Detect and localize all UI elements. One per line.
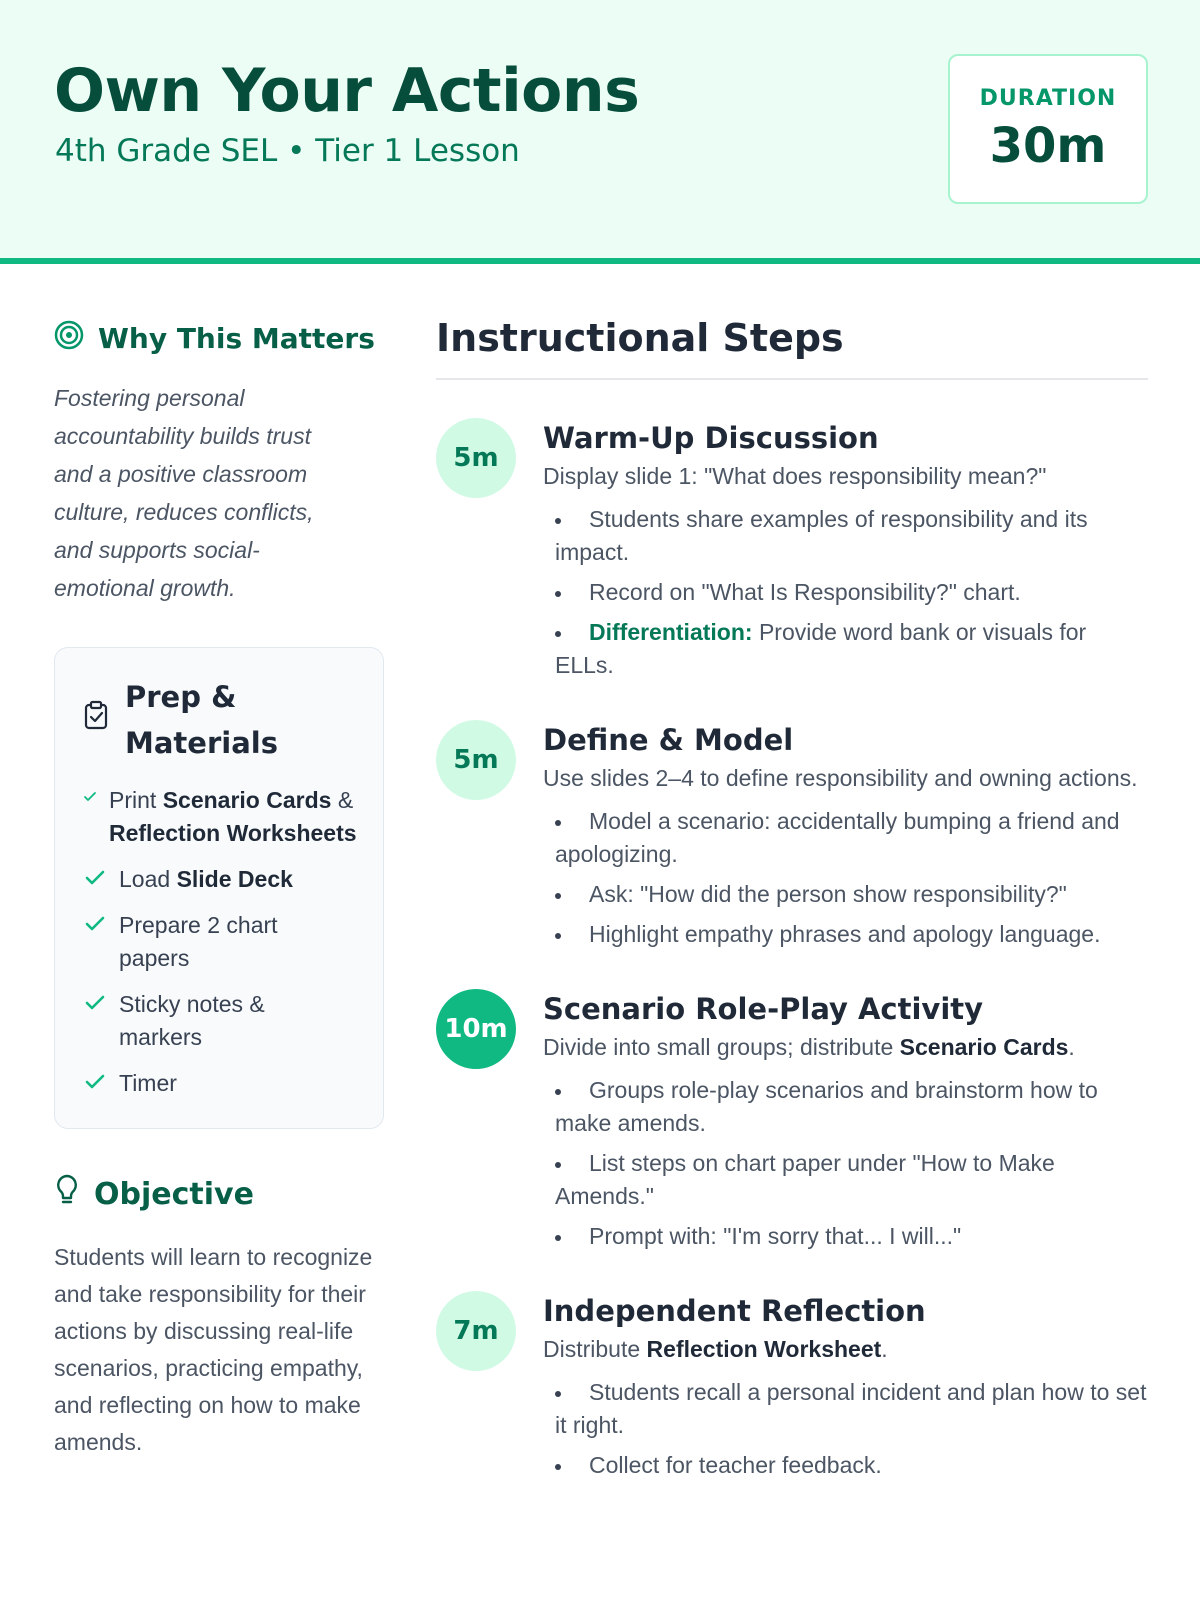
check-icon	[83, 1070, 107, 1094]
differentiation-label: Differentiation:	[589, 619, 753, 645]
check-icon	[83, 991, 107, 1015]
list-item: Ask: "How did the person show responsibility?"	[543, 878, 1148, 911]
list-item	[83, 909, 361, 975]
list-item	[83, 863, 361, 896]
step-bullets	[543, 503, 1148, 682]
objective-text: Students will learn to recognize and take responsibility for their actions by discussing real-life scenarios, practicing empathy, and reflecting on how to make amends.	[54, 1244, 373, 1455]
item-text: Timer	[119, 1070, 177, 1096]
step-4	[436, 1291, 1148, 1482]
item-text: Load	[119, 866, 177, 892]
prep-card	[54, 647, 384, 1129]
page-title: Own Your Actions	[54, 56, 640, 126]
steps-section	[436, 316, 1148, 1489]
target-icon	[54, 320, 84, 357]
desc-text: .	[881, 1336, 888, 1362]
list-item: Highlight empathy phrases and apology language.	[543, 918, 1148, 951]
step-title: Warm-Up Discussion	[543, 421, 879, 455]
duration-value: 30m	[989, 118, 1107, 174]
item-text: &	[331, 787, 354, 813]
list-item: Prompt with: "I'm sorry that... I will..."	[543, 1220, 1148, 1253]
desc-text: .	[1068, 1034, 1075, 1060]
step-description: Display slide 1: "What does responsibility mean?"	[543, 463, 1047, 489]
objective-heading-text: Objective	[94, 1176, 254, 1212]
step-time-badge: 10m	[436, 989, 516, 1069]
steps-heading: Instructional Steps	[436, 316, 1148, 380]
item-text: Sticky notes & markers	[119, 991, 265, 1050]
step-time-badge: 5m	[436, 720, 516, 800]
clipboard-check-icon	[83, 697, 109, 743]
materials-list	[83, 784, 361, 1100]
list-item: Model a scenario: accidentally bumping a friend and apologizing.	[543, 805, 1148, 871]
step-2	[436, 720, 1148, 951]
duration-card	[948, 54, 1148, 204]
step-bullets	[543, 1074, 1148, 1253]
step-bullets	[543, 1376, 1148, 1482]
step-title: Independent Reflection	[543, 1294, 926, 1328]
step-title: Define & Model	[543, 723, 794, 757]
step-time-badge: 5m	[436, 418, 516, 498]
list-item	[83, 784, 361, 850]
list-item	[543, 616, 1148, 682]
desc-text: Divide into small groups; distribute	[543, 1034, 900, 1060]
step-time-badge: 7m	[436, 1291, 516, 1371]
list-item: Record on "What Is Responsibility?" chart.	[543, 576, 1148, 609]
step-3	[436, 989, 1148, 1253]
step-description: Use slides 2–4 to define responsibility and owning actions.	[543, 765, 1138, 791]
why-heading	[54, 320, 384, 357]
desc-bold: Reflection Worksheet	[646, 1336, 882, 1362]
list-item: Students share examples of responsibility and its impact.	[543, 503, 1148, 569]
step-bullets	[543, 805, 1148, 951]
step-description	[543, 1031, 1148, 1064]
list-item	[83, 1067, 361, 1100]
lesson-header	[0, 0, 1200, 264]
list-item: Students recall a personal incident and plan how to set it right.	[543, 1376, 1148, 1442]
list-item: Collect for teacher feedback.	[543, 1449, 1148, 1482]
step-description	[543, 1333, 1148, 1366]
why-heading-text: Why This Matters	[98, 322, 375, 355]
differentiation-text: Provide word bank or visuals for ELLs.	[555, 619, 1087, 678]
check-icon	[83, 912, 107, 936]
duration-label: DURATION	[979, 86, 1117, 111]
list-item: Groups role-play scenarios and brainstorm how to make amends.	[543, 1074, 1148, 1140]
item-text: Prepare 2 chart papers	[119, 912, 278, 971]
page-subtitle: 4th Grade SEL • Tier 1 Lesson	[55, 133, 520, 169]
lightbulb-icon	[54, 1173, 80, 1215]
check-icon	[83, 866, 107, 890]
item-bold: Reflection Worksheets	[109, 820, 357, 846]
sidebar	[54, 320, 384, 1461]
item-text: Print	[109, 787, 163, 813]
why-text: Fostering personal accountability builds trust and a positive classroom culture, reduces conflicts, and supports social-emotional growth.	[54, 385, 314, 601]
list-item	[83, 988, 361, 1054]
prep-heading	[83, 674, 361, 766]
item-bold: Slide Deck	[176, 866, 293, 892]
objective-heading	[54, 1173, 384, 1215]
prep-heading-text: Prep & Materials	[125, 680, 278, 760]
step-title: Scenario Role-Play Activity	[543, 992, 984, 1026]
list-item: List steps on chart paper under "How to Make Amends."	[543, 1147, 1148, 1213]
check-icon	[83, 790, 97, 804]
desc-bold: Scenario Cards	[899, 1034, 1069, 1060]
item-bold: Scenario Cards	[162, 787, 332, 813]
step-1	[436, 418, 1148, 682]
desc-text: Distribute	[543, 1336, 647, 1362]
